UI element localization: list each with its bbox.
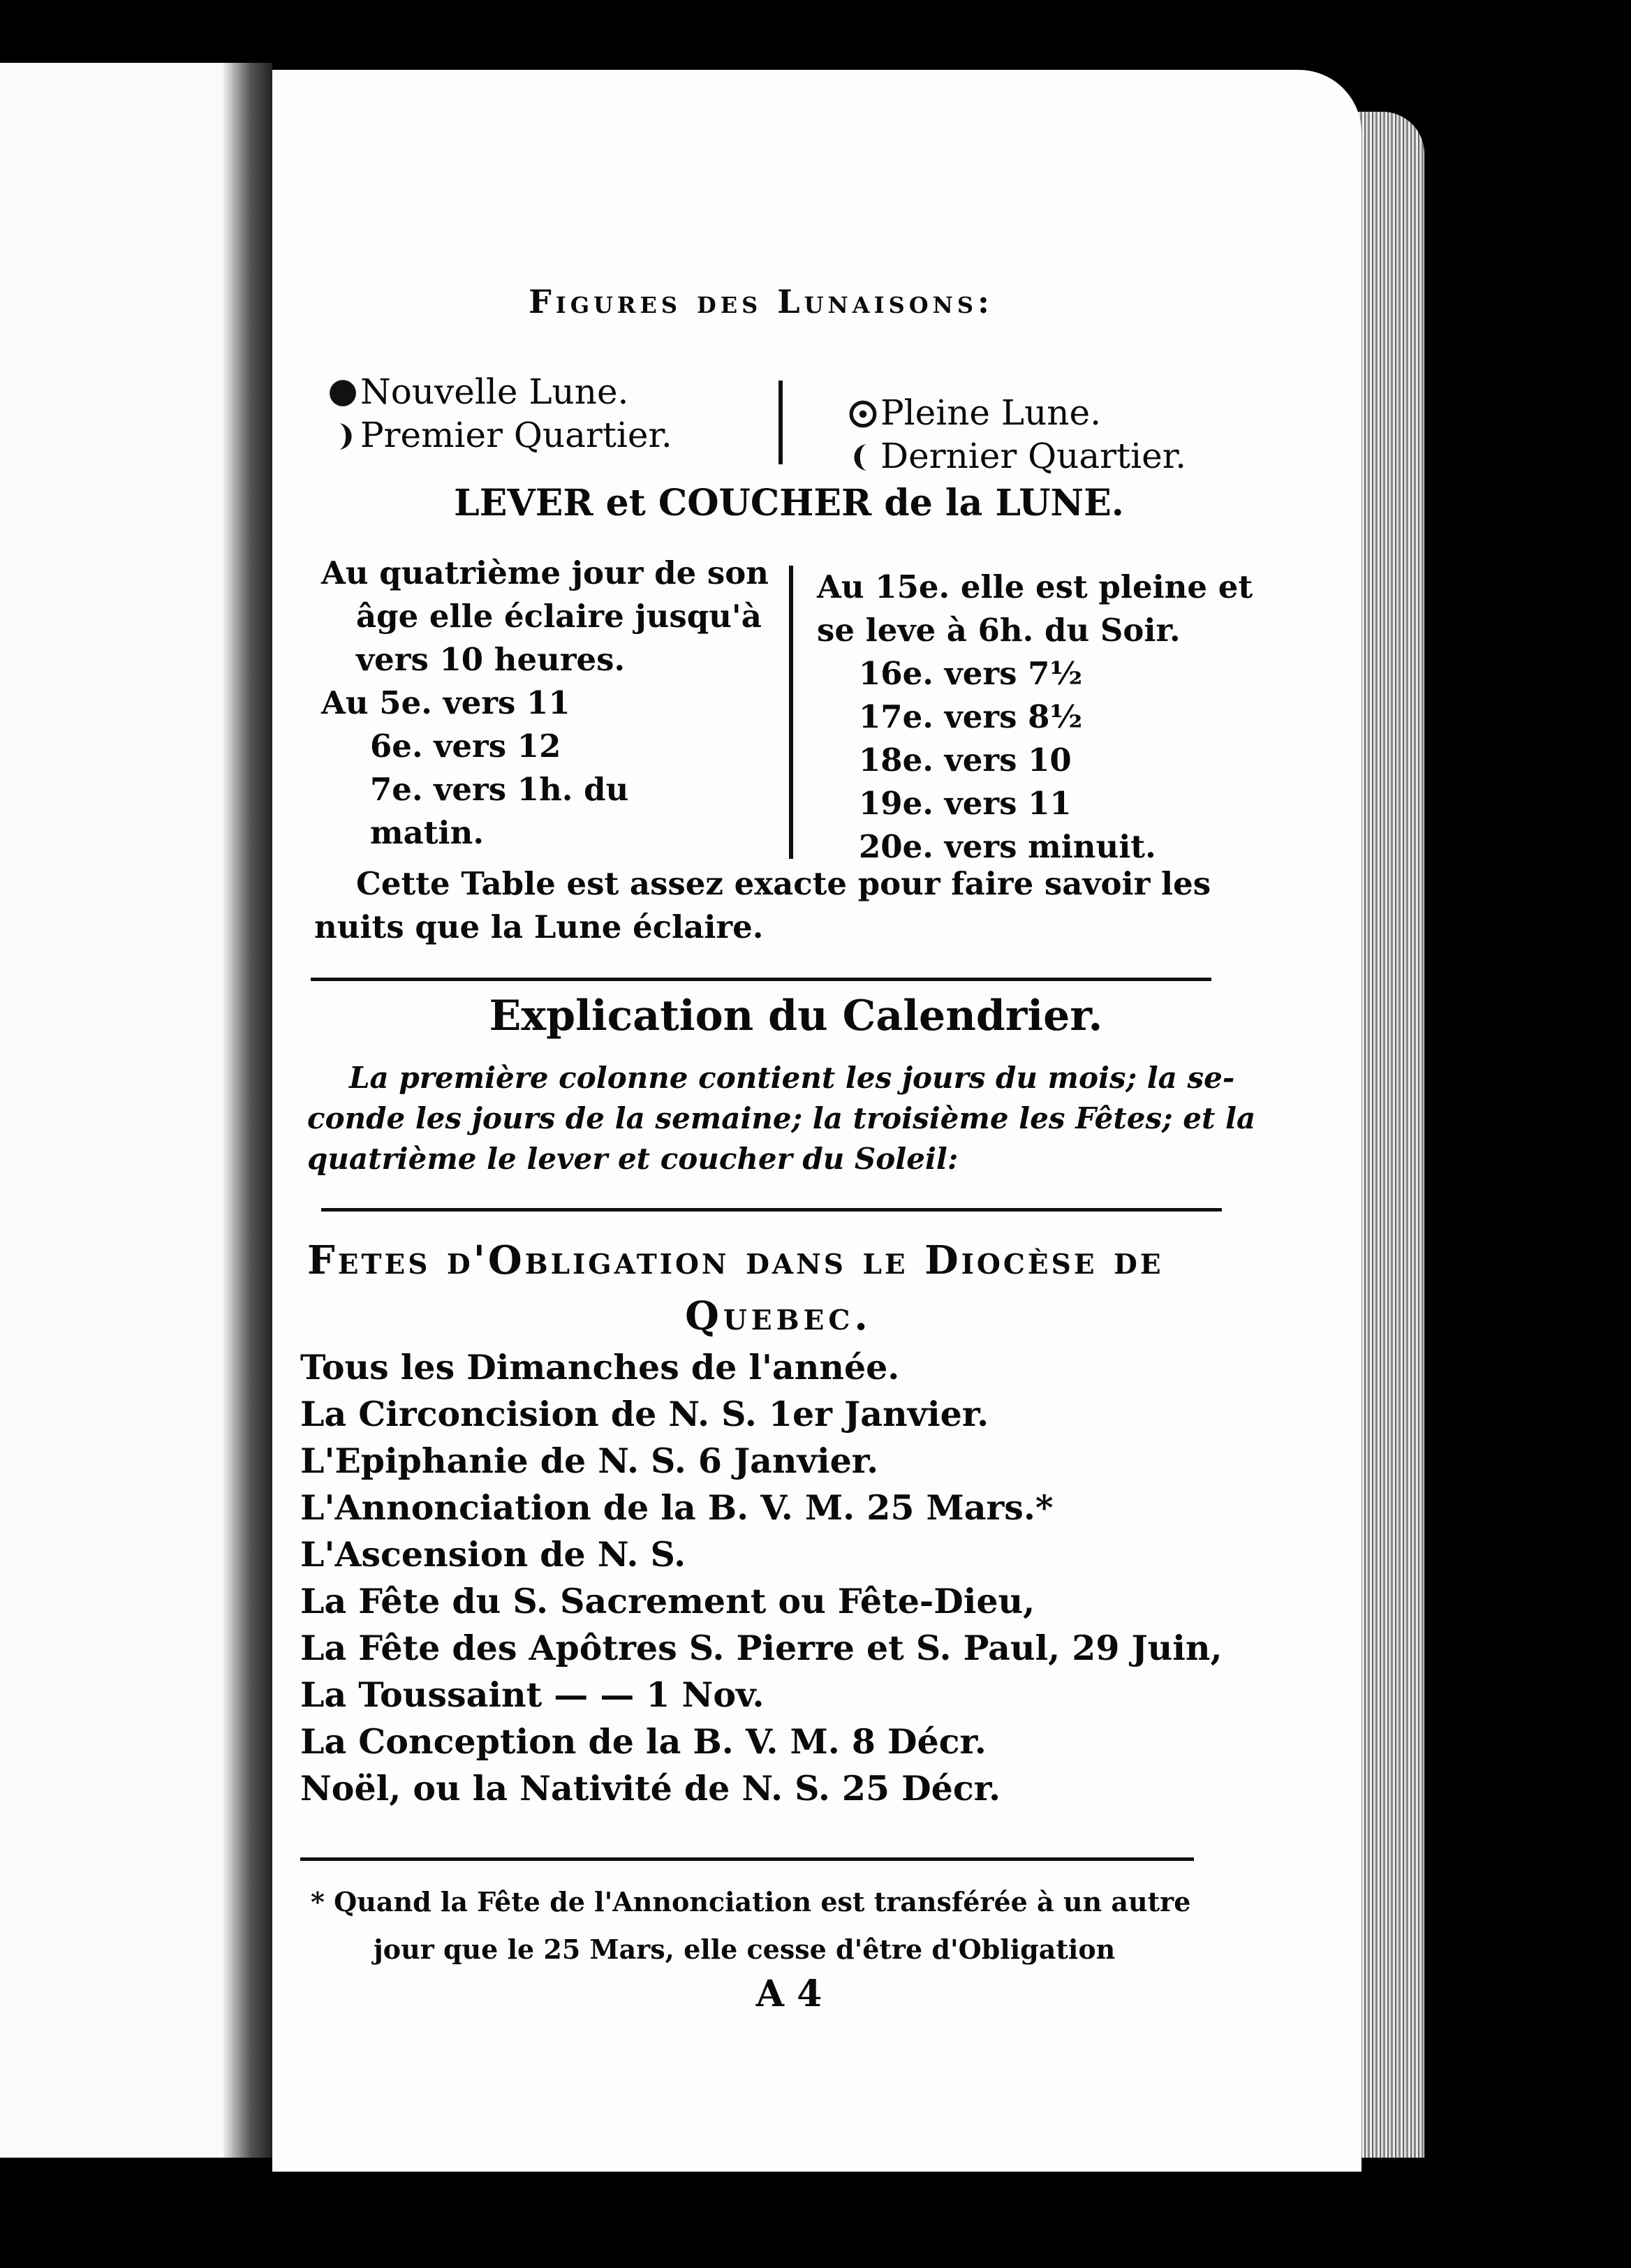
fete-item: La Conception de la B. V. M. 8 Décr. [300,1721,987,1762]
last-quarter-icon [848,443,878,472]
fetes-title-line: Fetes d'Obligation dans le Diocèse de [307,1237,1164,1283]
explication-line: La première colonne contient les jours du mois; la se- [349,1061,1235,1095]
explication-line: quatrième le lever et coucher du Soleil: [307,1142,959,1176]
moon-table-left [321,552,768,855]
table-note [314,862,1222,949]
fete-item: Tous les Dimanches de l'année. [300,1347,900,1387]
table-line: 19e. vers 11 [859,785,1072,822]
table-line: vers 10 heures. [356,641,626,678]
divider-rule [300,1857,1194,1861]
table-line: 16e. vers 7½ [859,655,1083,692]
table-line: Au quatrième jour de son [321,554,769,591]
explication-title: Explication du Calendrier. [489,992,1103,1040]
facing-page-edge [0,63,241,2158]
explication-line: conde les jours de la semaine; la troisième les Fêtes; et la [307,1101,1256,1135]
book-gutter [223,63,272,2158]
table-line: 17e. vers 8½ [859,698,1083,735]
table-line: 18e. vers 10 [859,742,1072,779]
explication-text [307,1058,1256,1179]
note-line: Cette Table est assez exacte pour faire savoir les [356,865,1211,902]
footnote-line: jour que le 25 Mars, elle cesse d'être d'Obligation [374,1934,1116,1965]
fete-item: Noël, ou la Nativité de N. S. 25 Décr. [300,1768,1001,1809]
table-line: Au 5e. vers 11 [321,684,570,721]
lever-title: LEVER et COUCHER de la LUNE. [454,482,1124,524]
fete-item: L'Ascension de N. S. [300,1534,686,1575]
phase-full-moon [848,391,1186,434]
fete-item: L'Annonciation de la B. V. M. 25 Mars.* [300,1487,1054,1528]
phase-label: Premier Quartier. [360,415,672,455]
first-quarter-icon [328,422,357,451]
table-line: Au 15e. elle est pleine et [817,568,1253,605]
table-line: âge elle éclaire jusqu'à [356,598,762,635]
phase-label: Dernier Quartier. [880,436,1187,476]
phase-label: Nouvelle Lune. [360,371,629,412]
table-line: matin. [370,814,485,851]
full-moon-icon [848,399,878,429]
fete-item: L'Epiphanie de N. S. 6 Janvier. [300,1441,879,1481]
fete-item: La Circoncision de N. S. 1er Janvier. [300,1394,989,1434]
table-line: 7e. vers 1h. du [370,771,629,808]
fetes-list [300,1344,1250,1812]
table-line: 6e. vers 12 [370,728,561,765]
moon-table-right [817,566,1264,869]
footnote-line: * Quand la Fête de l'Annonciation est transférée à un autre [311,1886,1191,1917]
fete-item: La Fête du S. Sacrement ou Fête-Dieu, [300,1581,1035,1621]
header-title: Figures des Lunaisons: [529,283,994,321]
phases-right [848,391,1186,478]
fetes-title-line: Quebec. [685,1293,872,1339]
divider-rule [321,1208,1222,1212]
note-line: nuits que la Lune éclaire. [314,908,764,945]
phase-first-quarter [328,413,672,457]
table-divider [789,566,793,859]
phases-divider [778,381,783,464]
signature-mark: A 4 [755,1973,822,2015]
footnote [311,1878,1239,1973]
fete-item: La Toussaint — — 1 Nov. [300,1674,765,1715]
table-line: 20e. vers minuit. [859,828,1156,865]
fete-item: La Fête des Apôtres S. Pierre et S. Paul, 29 Juin, [300,1628,1223,1668]
divider-rule [311,978,1211,981]
fetes-title [307,1232,1250,1344]
new-moon-icon [328,378,357,408]
phase-new-moon [328,370,672,413]
table-line: se leve à 6h. du Soir. [817,612,1181,649]
phase-label: Pleine Lune. [880,392,1101,433]
phases-left [328,370,672,457]
phase-last-quarter [848,434,1186,478]
